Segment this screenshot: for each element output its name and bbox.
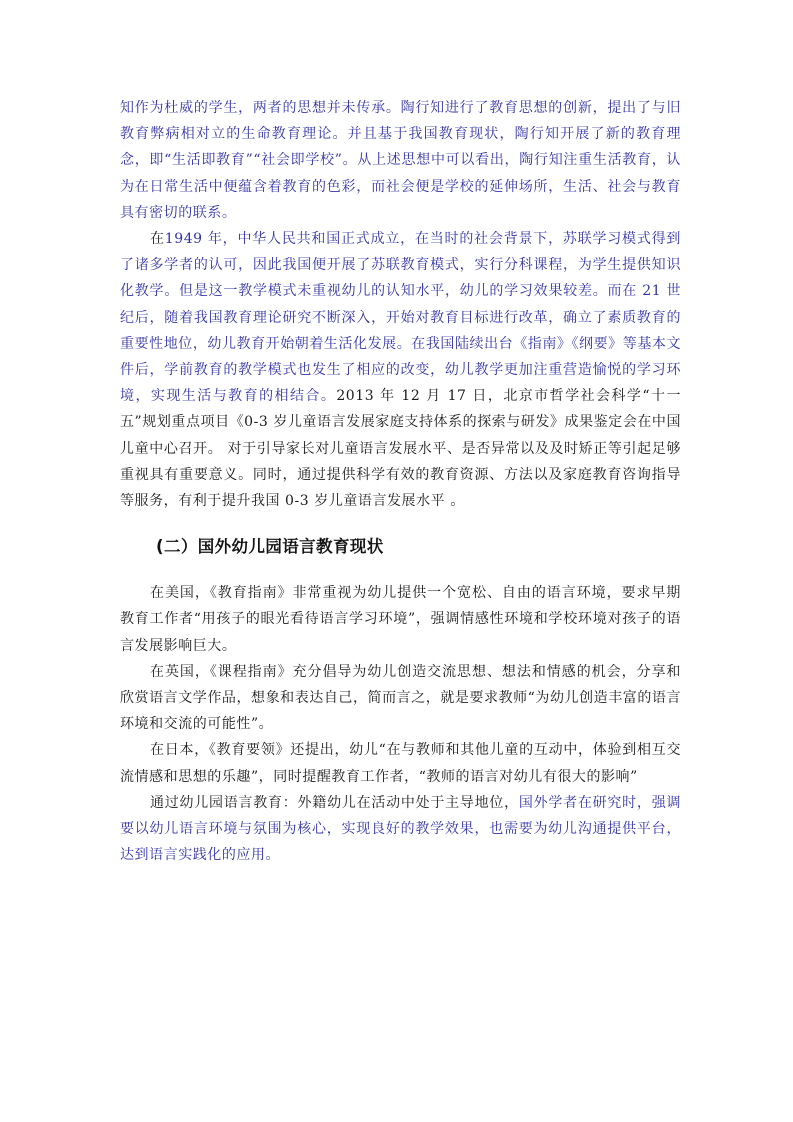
paragraph-uk: 在英国，《课程指南》充分倡导为幼儿创造交流思想、想法和情感的机会，分享和欣赏语言文学作品，想象和表达自己，简而言之，就是要求教师“为幼儿创造丰富的语言环境和交流的可能性”。 [120, 663, 681, 733]
paragraph-tao-xingzhi [120, 95, 681, 226]
text-run: 陶行知进行了教育思想的创新，提出了与旧教育弊病相对立的生命教育理论。并且 [120, 100, 681, 143]
text-run: 知作为杜威的学生，两者的思想并未传承。 [120, 100, 401, 116]
text-run: 基于我国教育现状，陶行知开展了新的教育理念，即“生活即教育”“社会即学校”。从上述思想中可以看出，陶行知注重生活教育，认为在日常生活中便蕴含着教育的色彩，而社会便是学校的延伸场所，生活、社会与教育具有密切的联系。 [120, 126, 681, 221]
paragraph-japan: 在日本，《教育要领》还提出，幼儿“在与教师和其他儿童的互动中，体验到相互交流情感和思想的乐趣”，同时提醒教育工作者，“教师的语言对幼儿有很大的影响” [120, 742, 681, 785]
section-heading: (二）国外幼儿园语言教育现状 [156, 537, 384, 557]
paragraph-1949 [120, 226, 681, 514]
spacer [120, 570, 681, 580]
text-run: 在 [150, 231, 165, 248]
spacer [120, 514, 681, 524]
text-run: 1949 年，中华人民共和国正式成立，在当时的社会背景下，苏联学习模式得到了诸多学者的认可，因此我国便开展了苏联教育模式，实行分科课程，为学生提供知识化教学。但是这一教学模式未重视幼儿的认知水平，幼儿的学习效果较差。而在 21 世纪后，随着我国教育理论研究不断深入，开始对教育目标进行改革，确立了素质教育的重要性地位，幼儿教育开始朝着生活化发展。在我国陆续出台《指南》《纲要》等基本文件后，学前教育的教学模式也发生了相应的改变，幼儿教学更加注重营造愉悦的学习环境，实现生活与教育的相结合。 [120, 231, 681, 405]
paragraph-summary [120, 790, 681, 869]
text-run: 国外学者在研究时，强调要以幼儿语言环境与氛围为核心，实现良好的教学效果，也需要为幼儿沟通提供平台，达到语言实践化的应用。 [120, 794, 681, 864]
text-run: 2013 年 12 月 17 日，北京市哲学社会科学“十一五”规划重点项目《0-3 岁儿童语言发展家庭支持体系的探索与研发》成果鉴定会在中国儿童中心召开。 对于引导家长对儿童语言发展水平、是否异常以及及时矫正等引起足够重视具有重要意义。同时，通过提供科学有效的教育资源、方法以及家庭教育咨询指导等服务，有利于提升我国 0-3 岁儿童语言发展水平 。 [120, 388, 682, 510]
text-run: 通过幼儿园语言教育：外籍幼儿在活动中处于主导地位， [150, 794, 519, 811]
paragraph-usa: 在美国，《教育指南》非常重视为幼儿提供一个宽松、自由的语言环境，要求早期教育工作者“用孩子的眼光看待语言学习环境”，强调情感性环境和学校环境对孩子的语言发展影响巨大。 [120, 585, 681, 654]
